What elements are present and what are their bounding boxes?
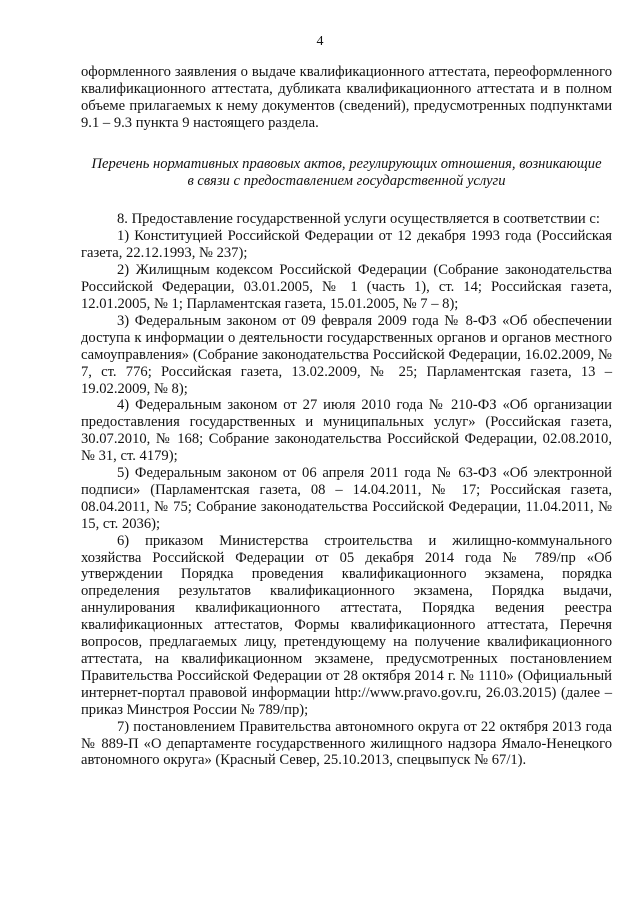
document-body — [81, 64, 612, 769]
list-item-3: 3) Федеральным законом от 09 февраля 2009 года № 8-ФЗ «Об обеспечении доступа к информации о деятельности государственных органов и органов местного самоуправления» (Собрание законодательства Российской Федерации, 16.02.2009, № 7, ст. 776; Российская газета, 13.02.2009, № 25; Парламентская газета, 13 – 19.02.2009, № 8); — [81, 312, 612, 397]
page-number: 4 — [316, 34, 324, 49]
list-item-2: 2) Жилищным кодексом Российской Федерации (Собрание законодательства Российской Федерации, 03.01.2005, № 1 (часть 1), ст. 14; Российская газета, 12.01.2005, № 1; Парламентская газета, 15.01.2005, № 7 – 8); — [81, 262, 612, 312]
list-item-6: 6) приказом Министерства строительства и жилищно-коммунального хозяйства Российской Федерации от 05 декабря 2014 года № 789/пр «Об утверждении Порядка проведения квалификационного экзамена, порядка определения результатов квалификационного экзамена, Порядка выдачи, аннулирования квалификационного аттестата, Порядка ведения реестра квалификационных аттестатов, Формы квалификационного аттестата, Перечня вопросов, предлагаемых лицу, претендующему на получение квалификационного аттестата, на квалификационном экзамене, предусмотренных постановлением Правительства Российской Федерации от 28 октября 2014 г. № 1110» (Официальный интернет-портал правовой информации http://www.pravo.gov.ru, 26.03.2015) (далее – приказ Минстроя России № 789/пр); — [81, 532, 612, 718]
list-item-4: 4) Федеральным законом от 27 июля 2010 года № 210-ФЗ «Об организации предоставления государственных и муниципальных услуг» (Российская газета, 30.07.2010, № 168; Собрание законодательства Российской Федерации, 02.08.2010, № 31, ст. 4179); — [81, 397, 612, 465]
list-item-7: 7) постановлением Правительства автономного округа от 22 октября 2013 года № 889-П «О департаменте государственного жилищного надзора Ямало-Ненецкого автономного округа» (Красный Север, 25.10.2013, спецвыпуск № 67/1). — [81, 718, 612, 769]
section-heading: Перечень нормативных правовых актов, регулирующих отношения, возникающие в связи с предоставлением государственной услуги — [91, 155, 602, 189]
list-item-5: 5) Федеральным законом от 06 апреля 2011 года № 63-ФЗ «Об электронной подписи» (Парламентская газета, 08 – 14.04.2011, № 17; Российская газета, 08.04.2011, № 75; Собрание законодательства Российской Федерации, 11.04.2011, № 15, ст. 2036); — [81, 465, 612, 532]
clause-8-intro: 8. Предоставление государственной услуги осуществляется в соответствии с: — [117, 211, 600, 228]
intro-paragraph: оформленного заявления о выдаче квалификационного аттестата, переоформленного квалификационного аттестата, дубликата квалификационного аттестата и в полном объеме прилагаемых к нему документов (сведений), предусмотренных подпунктами 9.1 – 9.3 пункта 9 настоящего раздела. — [81, 64, 612, 131]
list-item-1: 1) Конституцией Российской Федерации от 12 декабря 1993 года (Российская газета, 22.12.1993, № 237); — [81, 228, 612, 262]
